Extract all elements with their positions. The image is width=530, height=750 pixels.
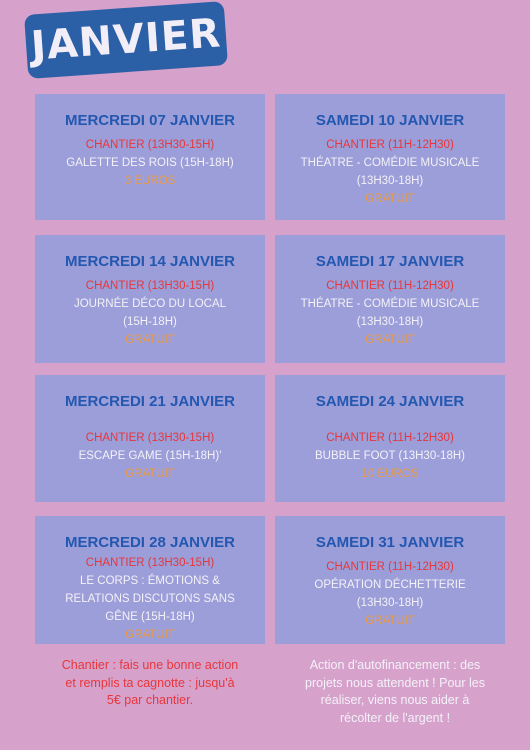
event-chantier: CHANTIER (11H-12H30) xyxy=(326,280,454,292)
event-date: MERCREDI 28 JANVIER xyxy=(64,534,236,551)
event-activity: THÉATRE - COMÉDIE MUSICALE xyxy=(300,298,480,310)
note-line: Action d'autofinancement : des xyxy=(309,658,481,672)
event-price: GRATUIT xyxy=(125,468,175,480)
event-activity: ESCAPE GAME (15H-18H)' xyxy=(78,450,222,462)
note-line: réaliser, viens nous aider à xyxy=(320,693,470,707)
note-line: 5€ par chantier. xyxy=(106,693,194,707)
event-chantier: CHANTIER (11H-12H30) xyxy=(326,139,454,151)
event-card-mercredi-07 xyxy=(35,94,265,220)
event-activity: THÉATRE - COMÉDIE MUSICALE xyxy=(300,157,480,169)
event-activity-time: (13H30-18H) xyxy=(356,175,424,187)
event-activity-time: (13H30-18H) xyxy=(356,597,424,609)
note-line: récolter de l'argent ! xyxy=(339,710,451,725)
event-card-samedi-10 xyxy=(275,94,505,220)
event-date: MERCREDI 14 JANVIER xyxy=(64,253,236,270)
event-chantier: CHANTIER (11H-12H30) xyxy=(326,561,454,573)
event-chantier: CHANTIER (13H30-15H) xyxy=(85,432,215,444)
event-card-mercredi-14 xyxy=(35,235,265,363)
event-chantier: CHANTIER (13H30-15H) xyxy=(85,280,215,292)
month-title: JANVIER xyxy=(29,10,223,70)
event-chantier: CHANTIER (11H-12H30) xyxy=(326,432,454,444)
event-date: MERCREDI 21 JANVIER xyxy=(64,393,236,410)
event-card-samedi-24 xyxy=(275,375,505,502)
event-activity-time: (15H-18H) xyxy=(123,316,177,328)
event-activity: OPÉRATION DÉCHETTERIE xyxy=(314,579,466,591)
event-date: SAMEDI 24 JANVIER xyxy=(315,393,465,410)
event-activity: LE CORPS : ÉMOTIONS & xyxy=(80,575,220,587)
event-activity-time: GÊNE (15H-18H) xyxy=(105,611,195,623)
event-date: MERCREDI 07 JANVIER xyxy=(64,112,236,129)
event-price: GRATUIT xyxy=(365,193,415,205)
event-card-samedi-31 xyxy=(275,516,505,644)
event-price: 3 EUROS xyxy=(124,175,176,187)
event-price: GRATUIT xyxy=(125,629,175,641)
event-activity-time: (13H30-18H) xyxy=(356,316,424,328)
event-price: GRATUIT xyxy=(365,615,415,627)
autofinancement-note xyxy=(290,657,500,727)
event-price: GRATUIT xyxy=(365,334,415,346)
event-activity: BUBBLE FOOT (13H30-18H) xyxy=(315,450,465,462)
note-line: Chantier : fais une bonne action xyxy=(61,658,239,672)
event-chantier: CHANTIER (13H30-15H) xyxy=(85,557,215,569)
event-activity: GALETTE DES ROIS (15H-18H) xyxy=(66,157,234,169)
event-date: SAMEDI 10 JANVIER xyxy=(315,112,465,129)
event-card-mercredi-28 xyxy=(35,516,265,644)
event-date: SAMEDI 31 JANVIER xyxy=(315,534,465,551)
note-line: projets nous attendent ! Pour les xyxy=(305,675,485,690)
note-line: et remplis ta cagnotte : jusqu'à xyxy=(65,675,235,690)
event-price: GRATUIT xyxy=(125,334,175,346)
month-title-badge xyxy=(24,1,228,79)
event-activity-cont: RELATIONS DISCUTONS SANS xyxy=(65,593,235,605)
event-activity: JOURNÉE DÉCO DU LOCAL xyxy=(73,298,227,310)
event-date: SAMEDI 17 JANVIER xyxy=(315,253,465,270)
chantier-note xyxy=(45,657,255,710)
event-card-samedi-17 xyxy=(275,235,505,363)
event-card-mercredi-21 xyxy=(35,375,265,502)
event-chantier: CHANTIER (13H30-15H) xyxy=(85,139,215,151)
event-price: 10 EUROS xyxy=(361,468,419,480)
